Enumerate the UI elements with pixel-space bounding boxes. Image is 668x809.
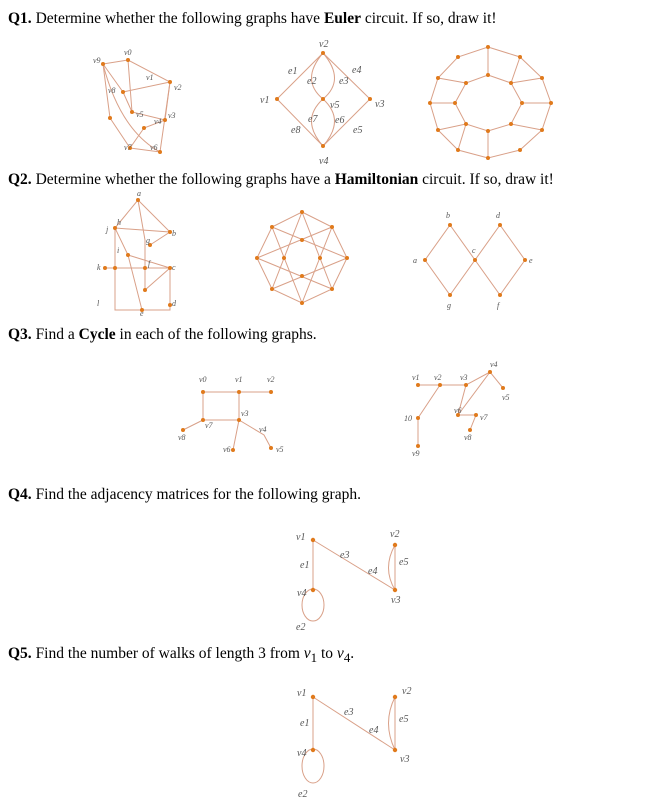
q2-graph-a — [97, 189, 177, 318]
svg-text:v1: v1 — [296, 532, 306, 543]
svg-text:v2: v2 — [434, 373, 442, 382]
q2-text: Q2. Determine whether the following graphs have a Hamiltonian circuit. If so, draw it! — [8, 171, 554, 188]
svg-text:v1: v1 — [146, 73, 154, 82]
svg-text:e4: e4 — [352, 65, 362, 76]
svg-text:v3: v3 — [241, 409, 249, 418]
svg-text:d: d — [496, 211, 500, 220]
svg-text:v4: v4 — [490, 360, 498, 369]
svg-text:k: k — [97, 263, 101, 272]
svg-text:e: e — [140, 309, 144, 318]
svg-text:a: a — [413, 256, 417, 265]
svg-text:v3: v3 — [400, 754, 410, 765]
q1-graph-c — [428, 45, 553, 160]
svg-text:e2: e2 — [296, 622, 306, 633]
svg-text:v4: v4 — [297, 588, 307, 599]
svg-text:e2: e2 — [298, 789, 308, 800]
svg-text:i: i — [117, 246, 120, 255]
svg-text:v0: v0 — [199, 375, 207, 384]
svg-text:v7: v7 — [205, 421, 213, 430]
q1-text: Q1. Determine whether the following graphs have Euler circuit. If so, draw it! — [8, 10, 497, 27]
svg-text:g: g — [146, 236, 150, 245]
q4-text: Q4. Find the adjacency matrices for the following graph. — [8, 486, 361, 503]
svg-text:e3: e3 — [339, 76, 349, 87]
svg-text:c: c — [472, 246, 476, 255]
svg-text:g: g — [447, 301, 451, 310]
svg-text:v3: v3 — [460, 373, 468, 382]
svg-text:e3: e3 — [344, 707, 354, 718]
svg-text:v1: v1 — [235, 375, 243, 384]
svg-text:v7: v7 — [124, 143, 132, 152]
svg-text:v2: v2 — [319, 39, 329, 50]
svg-text:v0: v0 — [124, 48, 132, 57]
svg-text:v1: v1 — [412, 373, 420, 382]
svg-text:v1: v1 — [297, 688, 307, 699]
svg-text:e5: e5 — [353, 125, 363, 136]
svg-text:e1: e1 — [288, 66, 298, 77]
svg-text:e7: e7 — [308, 114, 318, 125]
svg-text:v4: v4 — [297, 748, 307, 759]
svg-text:e4: e4 — [369, 725, 379, 736]
svg-text:v8: v8 — [178, 433, 186, 442]
svg-text:f: f — [148, 259, 151, 268]
svg-text:v8: v8 — [108, 86, 116, 95]
svg-text:d: d — [172, 299, 176, 308]
svg-text:l: l — [97, 299, 100, 308]
q5-graph — [297, 686, 411, 800]
svg-text:c: c — [172, 263, 176, 272]
svg-text:a: a — [137, 189, 141, 198]
svg-text:b: b — [446, 211, 450, 220]
svg-text:v6: v6 — [454, 406, 462, 415]
q3-graph-b — [404, 360, 510, 458]
svg-text:v1: v1 — [260, 95, 270, 106]
svg-text:v5: v5 — [330, 100, 340, 111]
svg-text:v2: v2 — [402, 686, 412, 697]
q3-text: Q3. Find a Cycle in each of the following graphs. — [8, 326, 317, 343]
svg-text:e2: e2 — [307, 76, 317, 87]
svg-text:b: b — [172, 229, 176, 238]
q2-graph-b — [255, 210, 349, 305]
svg-text:v9: v9 — [93, 56, 101, 65]
svg-text:e6: e6 — [335, 115, 345, 126]
svg-text:v3: v3 — [375, 99, 385, 110]
svg-text:v7: v7 — [480, 413, 488, 422]
svg-text:e1: e1 — [300, 718, 310, 729]
svg-text:e: e — [529, 256, 533, 265]
svg-text:v5: v5 — [502, 393, 510, 402]
svg-text:v3: v3 — [168, 111, 176, 120]
svg-text:e1: e1 — [300, 560, 310, 571]
svg-text:h: h — [117, 218, 121, 227]
svg-text:v8: v8 — [464, 433, 472, 442]
svg-text:v3: v3 — [391, 595, 401, 606]
svg-text:v4: v4 — [154, 117, 162, 126]
svg-text:v2: v2 — [390, 529, 400, 540]
q1-graph-b — [260, 39, 384, 167]
q3-graph-a — [178, 375, 284, 454]
svg-text:j: j — [106, 225, 109, 234]
svg-text:v4: v4 — [259, 425, 267, 434]
svg-text:v5: v5 — [276, 445, 284, 454]
svg-text:v2: v2 — [174, 83, 182, 92]
svg-text:e3: e3 — [340, 550, 350, 561]
q5-text: Q5. Find the number of walks of length 3 from $v_1$ to $v_4$. — [8, 645, 355, 666]
svg-text:v6: v6 — [150, 143, 158, 152]
svg-text:f: f — [497, 301, 500, 310]
svg-text:v2: v2 — [267, 375, 275, 384]
svg-text:v4: v4 — [319, 156, 329, 167]
q4-graph — [296, 529, 408, 633]
q1-graph-a — [93, 48, 182, 154]
svg-text:v9: v9 — [412, 449, 420, 458]
q2-graph-c — [413, 211, 533, 310]
svg-text:10: 10 — [404, 414, 412, 423]
svg-text:e4: e4 — [368, 566, 378, 577]
svg-text:v5: v5 — [136, 110, 144, 119]
svg-text:v6: v6 — [223, 445, 231, 454]
svg-text:e8: e8 — [291, 125, 301, 136]
svg-text:e5: e5 — [399, 557, 409, 568]
svg-text:e5: e5 — [399, 714, 409, 725]
